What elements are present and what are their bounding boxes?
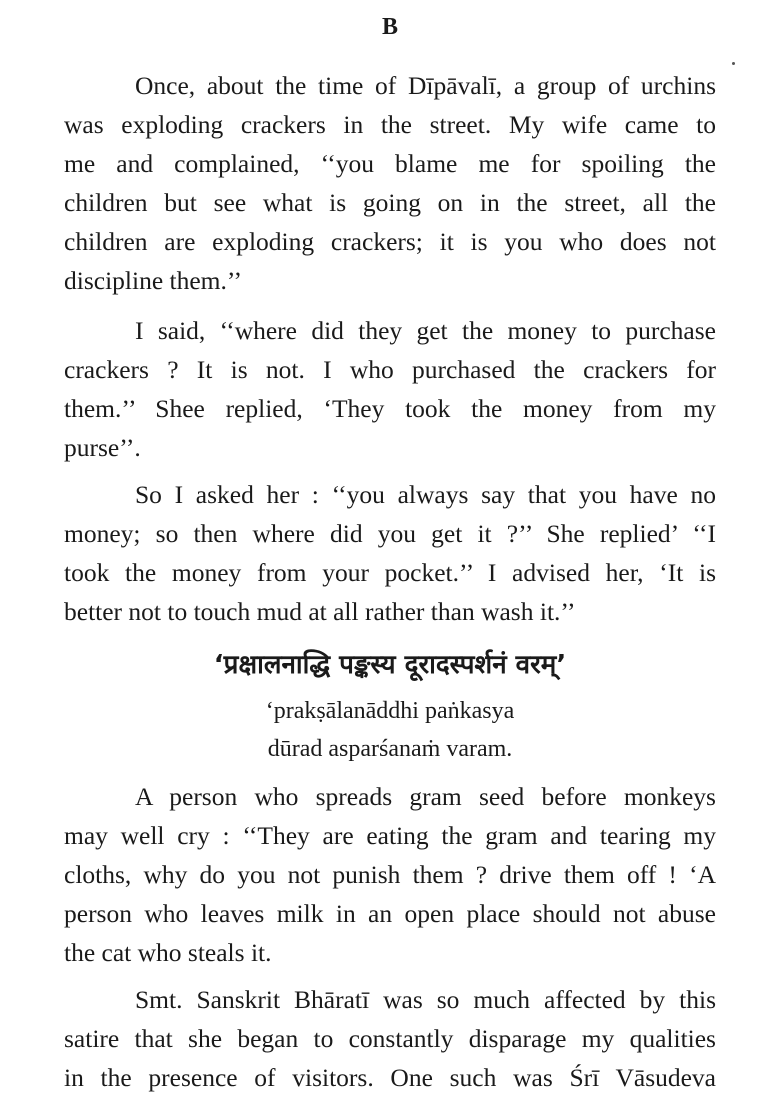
scan-speck [732, 62, 735, 65]
text-line: in the presence of visitors. One such was Śrī Vāsudeva [64, 1063, 716, 1092]
paragraph-5 [64, 980, 716, 1097]
text-line: cloths, why do you not punish them ? drive them off ! ‘A [64, 860, 716, 889]
text-line: better not to touch mud at all rather than wash it.’’ [64, 597, 576, 626]
sanskrit-verse-devanagari: ‘प्रक्षालनाद्धि पङ्कस्य दूरादस्पर्शनं वरम्’ [213, 650, 567, 680]
paragraph-2 [64, 311, 716, 467]
text-line: children are exploding crackers; it is you who does not [64, 227, 716, 256]
paragraph-1 [64, 66, 716, 300]
paragraph-3 [64, 475, 716, 631]
text-line: children but see what is going on in the street, all the [64, 188, 716, 217]
paragraph-4 [64, 777, 716, 972]
text-line: crackers ? It is not. I who purchased the crackers for [64, 355, 716, 384]
text-line: person who leaves milk in an open place should not abuse [64, 899, 716, 928]
text-line: them.’’ Shee replied, ‘They took the money from my [64, 394, 716, 423]
text-line: So I asked her : ‘‘you always say that you have no [135, 480, 716, 509]
verse-transliteration-line-1: ‘prakṣālanāddhi paṅkasya [265, 698, 515, 724]
text-line: money; so then where did you get it ?’’ She replied’ ‘‘I [64, 519, 716, 548]
text-line: may well cry : ‘‘They are eating the gram and tearing my [64, 821, 716, 850]
page-heading: B [381, 14, 398, 40]
text-line: satire that she began to constantly disparage my qualities [64, 1024, 716, 1053]
text-line: Once, about the time of Dīpāvalī, a group of urchins [135, 71, 716, 100]
text-line: the cat who steals it. [64, 938, 272, 967]
text-line: purse’’. [64, 433, 141, 462]
text-line: took the money from your pocket.’’ I advised her, ‘It is [64, 558, 716, 587]
text-line: me and complained, ‘‘you blame me for spoiling the [64, 149, 716, 178]
text-line: I said, ‘‘where did they get the money to purchase [135, 316, 716, 345]
text-line: was exploding crackers in the street. My wife came to [64, 110, 716, 139]
text-line: A person who spreads gram seed before monkeys [135, 782, 716, 811]
text-line: discipline them.’’ [64, 266, 242, 295]
text-line: Smt. Sanskrit Bhāratī was so much affected by this [135, 985, 716, 1014]
verse-transliteration-line-2: dūrad asparśanaṁ varam. [267, 736, 513, 762]
